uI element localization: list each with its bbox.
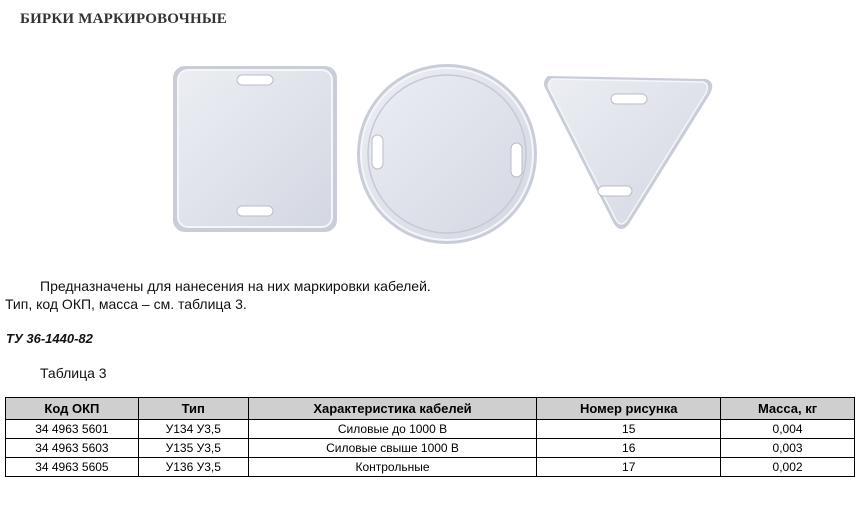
cell-mass: 0,003 [721,439,855,458]
table-row [6,458,855,477]
square-tag-icon [173,66,337,232]
table-header-row [6,398,855,420]
cell-type: У134 У3,5 [138,420,248,439]
header-cable-characteristic: Характеристика кабелей [248,398,537,420]
cell-cable-characteristic: Силовые свыше 1000 В [248,439,537,458]
table-row [6,439,855,458]
description-line-1: Предназначены для нанесения на них маркировки кабелей. [40,278,431,294]
cell-figure-number: 16 [537,439,721,458]
cell-okp-code: 34 4963 5605 [6,458,139,477]
cell-type: У135 У3,5 [138,439,248,458]
table-caption: Таблица 3 [40,365,107,381]
cell-okp-code: 34 4963 5601 [6,420,139,439]
table-row [6,420,855,439]
page-title: БИРКИ МАРКИРОВОЧНЫЕ [20,11,227,27]
round-tag-icon [357,64,537,244]
cell-mass: 0,002 [721,458,855,477]
cell-figure-number: 17 [537,458,721,477]
description-line-2: Тип, код ОКП, масса – см. таблица 3. [5,296,247,312]
triangle-tag-icon [544,76,712,229]
cell-mass: 0,004 [721,420,855,439]
cell-cable-characteristic: Контрольные [248,458,537,477]
header-figure-number: Номер рисунка [537,398,721,420]
tags-table [5,397,855,477]
header-type: Тип [138,398,248,420]
spec-code: ТУ 36-1440-82 [6,331,93,346]
header-mass: Масса, кг [721,398,855,420]
cell-cable-characteristic: Силовые до 1000 В [248,420,537,439]
cell-okp-code: 34 4963 5603 [6,439,139,458]
cell-type: У136 У3,5 [138,458,248,477]
cell-figure-number: 15 [537,420,721,439]
header-okp-code: Код ОКП [6,398,139,420]
